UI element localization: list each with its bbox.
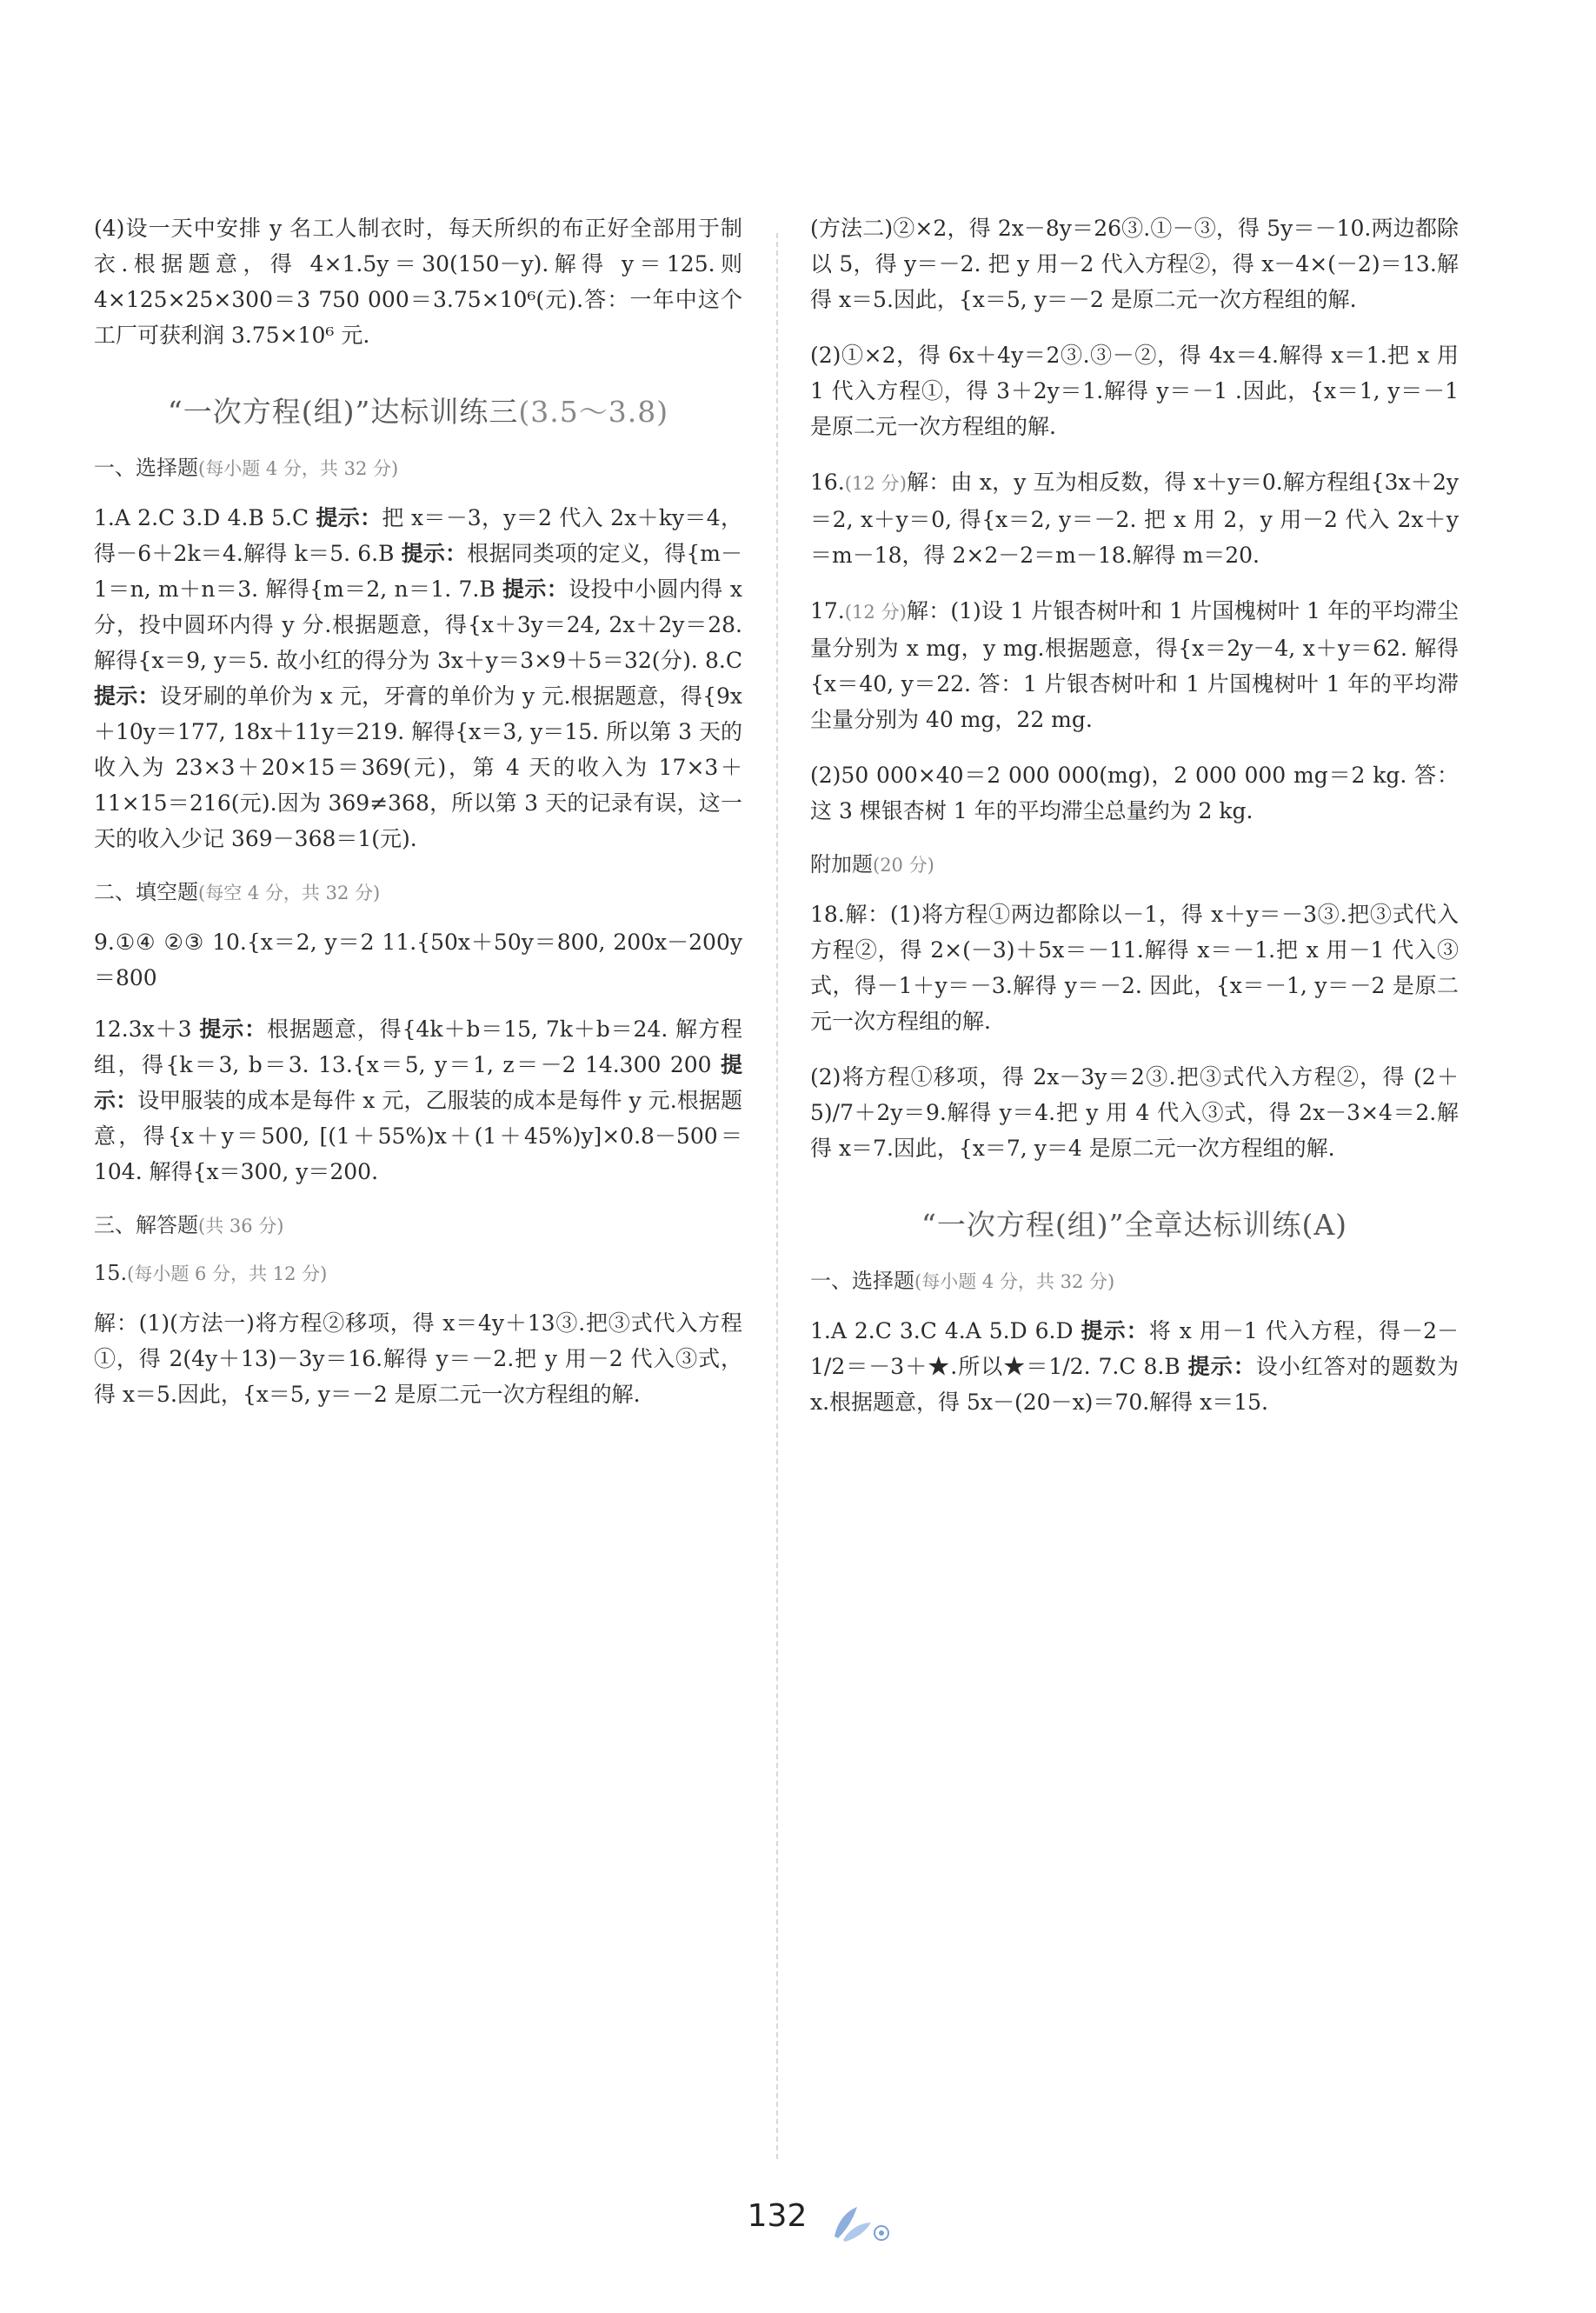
answer-paragraph-q12-14 — [94, 1011, 742, 1190]
answer-text: 解：(1)设 1 片银杏树叶和 1 片国槐树叶 1 年的平均滞尘量分别为 x mg，y mg.根据题意，得{x＝2y－4, x＋y＝62. 解得{x＝40, y＝22. 答：1 片银杏树叶和 1 片国槐树叶 1 年的平均滞尘量分别为 40 mg，22 mg. — [810, 598, 1459, 732]
answer-text: 设牙刷的单价为 x 元，牙膏的单价为 y 元.根据题意，得{9x＋10y＝177, 18x＋11y＝219. 解得{x＝3, y＝15. 所以第 3 天的收入为 23×3＋20×15＝369(元)，第 4 天的收入为 17×3＋11×15＝216(元).因为 369≠368，所以第 3 天的记录有误，这一天的收入少记 369－368＝1(元). — [94, 683, 742, 851]
section-title-fill-in — [94, 877, 742, 909]
hint-label: 提示： — [316, 505, 382, 530]
section-label: 一、选择题 — [94, 456, 198, 480]
page-number — [0, 2198, 1596, 2234]
heading-title: “一次方程(组)”达标训练三 — [167, 395, 519, 429]
answer-paragraph-q16 — [810, 464, 1459, 573]
answer-paragraph-q18-part2: (2)将方程①移项，得 2x－3y＝2③.把③式代入方程②，得 (2＋5)/7＋2y＝9.解得 y＝4.把 y 用 4 代入③式，得 2x－3×4＝2.解得 x＝7.因此，{x＝7, y＝4 是原二元一次方程组的解. — [810, 1064, 1459, 1161]
leaf-swirl-icon — [828, 2202, 897, 2245]
section-label: 三、解答题 — [94, 1213, 198, 1237]
section-score-note: (20 分) — [873, 855, 934, 876]
section-label: 二、填空题 — [94, 880, 198, 904]
section-title-multiple-choice-a — [810, 1265, 1459, 1297]
hint-label: 提示： — [401, 541, 468, 566]
section-label: 附加题 — [810, 852, 873, 877]
answer-text: 把 x＝－3，y＝2 代入 2x＋ky＝4，得－6＋2k＝4.解得 k＝5. 6.B — [94, 505, 742, 566]
answer-text: 设投中小圆内得 x 分，投中圆环内得 y 分.根据题意，得{x＋3y＝24, 2x＋2y＝28. 解得{x＝9, y＝5. 故小红的得分为 3x＋y＝3×9＋5＝32(分). 8.C — [94, 577, 749, 673]
question-score-note: (12 分) — [844, 602, 907, 623]
section-label: 一、选择题 — [810, 1269, 914, 1293]
section-score-note: (每小题 4 分，共 32 分) — [198, 458, 399, 479]
answer-paragraph-q15-method2: (方法二)②×2，得 2x－8y＝26③.①－③，得 5y＝－10.两边都除以 5，得 y＝－2. 把 y 用－2 代入方程②，得 x－4×(－2)＝13.解得 x＝5.因此，{x＝5, y＝－2 是原二元一次方程组的解. — [810, 216, 1459, 312]
answer-paragraph-q4: (4)设一天中安排 y 名工人制衣时，每天所织的布正好全部用于制衣.根据题意，得 4×1.5y＝30(150－y).解得 y＝125.则 4×125×25×300＝3 750 000＝3.75×10⁶(元).答：一年中这个工厂可获利润 3.75×10⁶ 元. — [94, 216, 749, 348]
question-number: 17. — [810, 598, 845, 623]
answer-paragraph-q17-part2: (2)50 000×40＝2 000 000(mg)，2 000 000 mg＝2 kg. 答：这 3 棵银杏树 1 年的平均滞尘总量约为 2 kg. — [810, 763, 1459, 823]
section-score-note: (共 36 分) — [198, 1216, 284, 1236]
answer-text: 根据同类项的定义，得{m－1＝n, m＋n＝3. 解得{m＝2, n＝1. 7.B — [94, 541, 742, 602]
section-heading-training-three — [94, 391, 742, 433]
answer-paragraph-q15-part2: (2)①×2，得 6x＋4y＝2③.③－②，得 4x＝4.解得 x＝1.把 x 用 1 代入方程①，得 3＋2y＝1.解得 y＝－1 .因此，{x＝1, y＝－1 是原二元一次方程组的解. — [810, 343, 1466, 439]
question-15-title — [94, 1257, 742, 1290]
hint-label: 提示： — [502, 577, 569, 602]
section-title-multiple-choice — [94, 452, 742, 484]
hint-label: 提示： — [94, 683, 160, 709]
column-divider — [776, 233, 778, 2159]
answer-text: 12.3x＋3 — [94, 1017, 200, 1042]
answer-paragraph-q17-part1 — [810, 593, 1459, 737]
answer-text: 设甲服装的成本是每件 x 元，乙服装的成本是每件 y 元.根据题意，得{x＋y＝500, [(1＋55%)x＋(1＋45%)y]×0.8－500＝104. 解得{x＝300, y＝200. — [94, 1088, 742, 1184]
page-number-text: 132 — [747, 2198, 808, 2234]
hint-label: 提示： — [94, 1052, 742, 1113]
left-column — [94, 210, 749, 1432]
answer-paragraph-q9-11: 9.①④ ②③ 10.{x＝2, y＝2 11.{50x＋50y＝800, 200x－200y＝800 — [94, 930, 742, 990]
question-number: 16. — [810, 470, 845, 495]
section-score-note: (每空 4 分，共 32 分) — [198, 883, 381, 903]
section-heading-full-chapter-a: “一次方程(组)”全章达标训练(A) — [921, 1208, 1348, 1242]
section-title-solutions — [94, 1210, 742, 1242]
heading-range: (3.5～3.8) — [518, 395, 669, 429]
right-column — [810, 210, 1466, 1440]
answer-paragraph-q1-8 — [94, 500, 749, 857]
answer-paragraph-q18-part1: 18.解：(1)将方程①两边都除以－1，得 x＋y＝－3③.把③式代入方程②，得 2×(－3)＋5x＝－11.解得 x＝－1.把 x 用－1 代入③式，得－1＋y＝－3.解得 y＝－2. 因此，{x＝－1, y＝－2 是原二元一次方程组的解. — [810, 902, 1459, 1034]
hint-label: 提示： — [1081, 1318, 1149, 1343]
answer-text: 1.A 2.C 3.D 4.B 5.C — [94, 505, 316, 530]
hint-label: 提示： — [1187, 1354, 1256, 1379]
answer-text: 根据题意，得{4k＋b＝15, 7k＋b＝24. 解方程组，得{k＝3, b＝3. 13.{x＝5, y＝1, z＝－2 14.300 200 — [94, 1017, 742, 1077]
answer-paragraph-q15-method1: 解：(1)(方法一)将方程②移项，得 x＝4y＋13③.把③式代入方程①，得 2(4y＋13)－3y＝16.解得 y＝－2.把 y 用－2 代入③式，得 x＝5.因此，{x＝5, y＝－2 是原二元一次方程组的解. — [94, 1310, 742, 1407]
section-title-bonus — [810, 849, 1459, 881]
answer-text: 解：由 x，y 互为相反数，得 x＋y＝0.解方程组{3x＋2y＝2, x＋y＝0, 得{x＝2, y＝－2. 把 x 用 2，y 用－2 代入 2x＋y＝m－18，得 2×2－2＝m－18.解得 m＝20. — [810, 470, 1459, 568]
answer-text: 设小红答对的题数为 x.根据题意，得 5x－(20－x)＝70.解得 x＝15. — [810, 1354, 1466, 1415]
answer-paragraph-a-q1-8 — [810, 1313, 1466, 1420]
section-score-note: (每小题 4 分，共 32 分) — [914, 1271, 1115, 1292]
question-score-note: (12 分) — [844, 473, 907, 494]
question-score-note: (每小题 6 分，共 12 分) — [127, 1263, 328, 1284]
answer-text: 1.A 2.C 3.C 4.A 5.D 6.D — [810, 1318, 1081, 1343]
question-number: 15. — [94, 1261, 128, 1285]
answer-text: 将 x 用－1 代入方程，得－2－1/2＝－3＋★.所以★＝1/2. 7.C 8.B — [810, 1318, 1459, 1379]
hint-label: 提示： — [199, 1017, 268, 1042]
